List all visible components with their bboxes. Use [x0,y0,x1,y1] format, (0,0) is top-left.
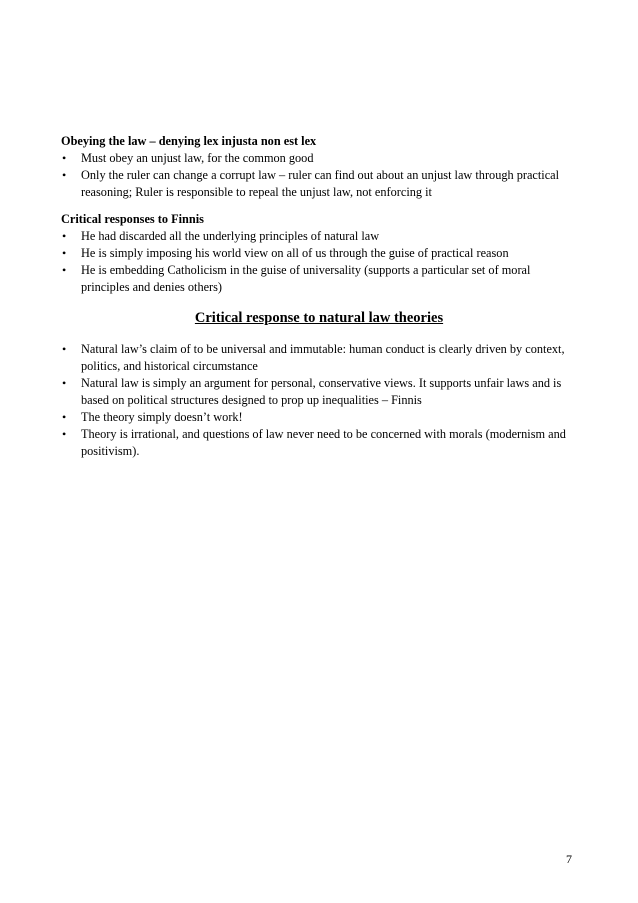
list-item-text: He is simply imposing his world view on all of us through the guise of practical reason [81,246,509,260]
section-heading: Obeying the law – denying lex injusta non est lex [61,134,317,148]
section-title: Critical response to natural law theories [194,310,444,326]
list-item [61,228,581,245]
bullet-icon: • [62,342,67,356]
list-item [61,167,581,201]
list-item-text: He had discarded all the underlying principles of natural law [81,229,380,243]
section-critical-responses-finnis [61,211,581,296]
section-critical-response-natural-law [61,341,581,460]
bullet-icon: • [62,263,67,277]
list-item [61,245,581,262]
bullet-icon: • [62,151,67,165]
page-number: 7 [566,852,572,866]
list-item-text: Natural law’s claim of to be universal and immutable: human conduct is clearly driven by context, politics, and historical circumstance [81,342,565,373]
list-item [61,375,581,409]
list-item [61,341,581,375]
bullet-list [61,341,581,460]
bullet-icon: • [62,376,67,390]
bullet-list [61,150,581,201]
bullet-icon: • [62,246,67,260]
list-item [61,409,581,426]
bullet-icon: • [62,427,67,441]
section-heading: Critical responses to Finnis [61,212,204,226]
bullet-icon: • [62,229,67,243]
bullet-icon: • [62,168,67,182]
list-item-text: Theory is irrational, and questions of law never need to be concerned with morals (modernism and positivism). [81,427,566,458]
bullet-icon: • [62,410,67,424]
list-item [61,426,581,460]
list-item [61,150,581,167]
list-item-text: He is embedding Catholicism in the guise of universality (supports a particular set of moral principles and denies others) [81,263,531,294]
section-obeying-the-law [61,133,581,201]
list-item-text: Only the ruler can change a corrupt law – ruler can find out about an unjust law through practical reasoning; Ruler is responsible to repeal the unjust law, not enforcing it [81,168,560,199]
list-item-text: Must obey an unjust law, for the common good [81,151,314,165]
list-item [61,262,581,296]
bullet-list [61,228,581,296]
list-item-text: The theory simply doesn’t work! [81,410,243,424]
list-item-text: Natural law is simply an argument for personal, conservative views. It supports unfair laws and is based on political structures designed to prop up inequalities – Finnis [81,376,562,407]
